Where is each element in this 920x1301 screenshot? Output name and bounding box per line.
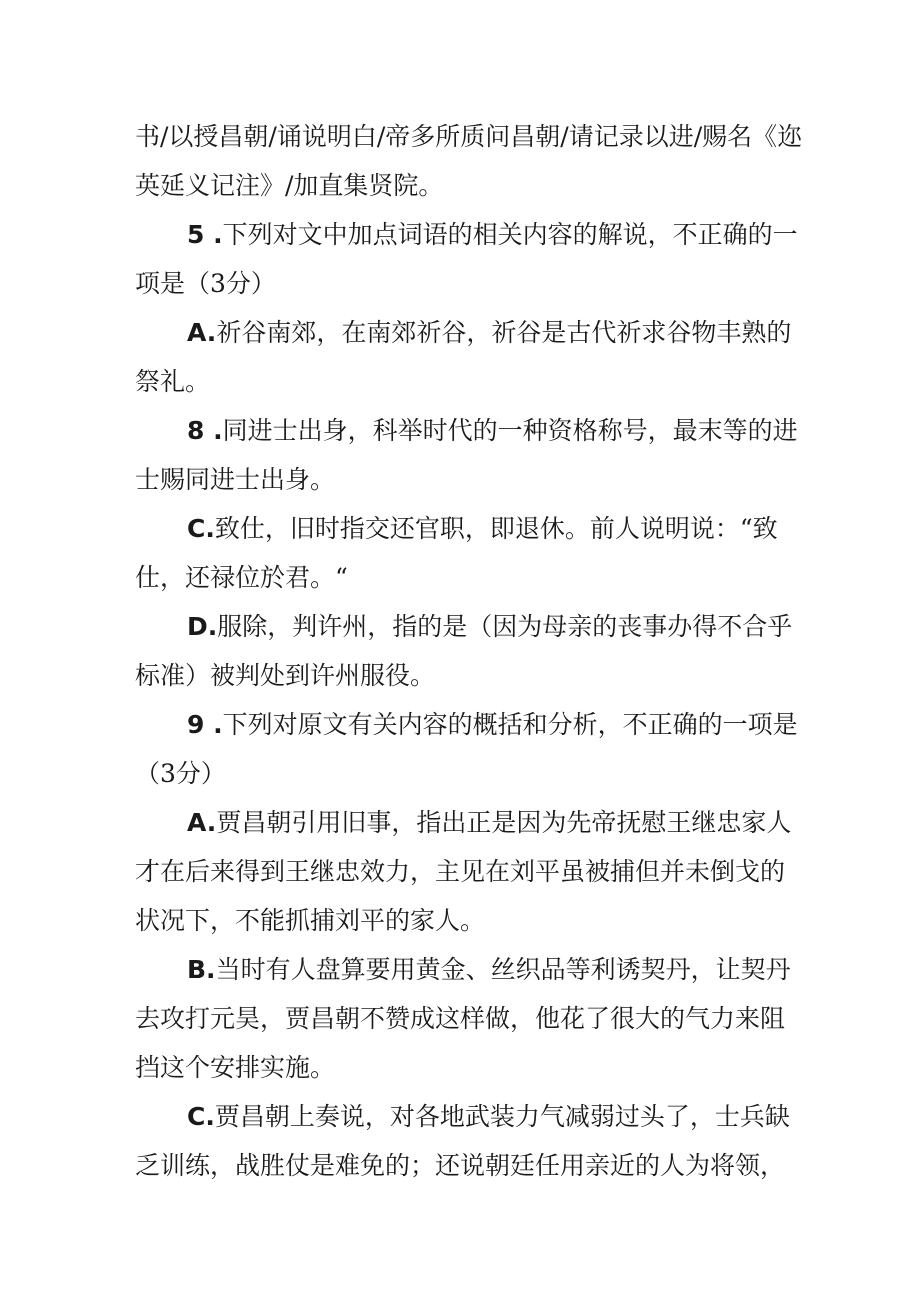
item-marker: 8 . xyxy=(187,416,223,445)
line-text: 去攻打元昊，贾昌朝不赞成这样做，他花了很大的气力来阻 xyxy=(135,1004,786,1033)
line-text: 下列对文中加点词语的相关内容的解说，不正确的一 xyxy=(222,220,798,249)
text-line xyxy=(135,161,795,210)
text-line xyxy=(135,259,795,308)
line-text: 才在后来得到王继忠效力，主见在刘平虽被捕但并未倒戈的 xyxy=(135,857,786,886)
text-line xyxy=(135,602,795,651)
line-text: 英延义记注》/加直集贤院。 xyxy=(135,171,444,200)
line-text: 贾昌朝引用旧事，指出正是因为先帝抚慰王继忠家人 xyxy=(216,808,792,837)
item-marker: B. xyxy=(187,955,216,984)
line-text: 服除，判许州，指的是（因为母亲的丧事办得不合乎 xyxy=(217,612,793,641)
item-marker: C. xyxy=(187,1102,215,1131)
text-line xyxy=(135,455,795,504)
text-line xyxy=(135,651,795,700)
text-line xyxy=(135,553,795,602)
document-page xyxy=(135,112,803,1190)
line-text: 书/以授昌朝/诵说明白/帝多所质问昌朝/请记录以进/赐名《迩 xyxy=(135,122,803,151)
text-line xyxy=(135,1043,795,1092)
text-line xyxy=(135,112,803,161)
line-text: （3分） xyxy=(135,759,226,788)
text-line xyxy=(135,945,795,994)
text-line xyxy=(135,308,795,357)
item-marker: A. xyxy=(187,318,217,347)
text-line xyxy=(135,896,795,945)
line-text: 祈谷南郊，在南郊祈谷，祈谷是古代祈求谷物丰熟的 xyxy=(216,318,792,347)
text-line xyxy=(135,1092,795,1141)
line-text: 项是（3分） xyxy=(135,269,276,298)
line-text: 贾昌朝上奏说，对各地武装力气减弱过头了，士兵缺 xyxy=(214,1102,790,1131)
line-text: 状况下，不能抓捕刘平的家人。 xyxy=(135,906,486,935)
line-text: 当时有人盘算要用黄金、丝织品等利诱契丹，让契丹 xyxy=(215,955,791,984)
line-text: 乏训练，战胜仗是难免的；还说朝廷任用亲近的人为将领， xyxy=(135,1151,786,1180)
document-body xyxy=(135,112,803,1190)
text-line xyxy=(135,406,798,455)
text-line xyxy=(135,994,795,1043)
text-line xyxy=(135,1141,795,1190)
text-line xyxy=(135,504,795,553)
line-text: 标准）被判处到许州服役。 xyxy=(135,661,436,690)
text-line xyxy=(135,847,795,896)
line-text: 仕，还禄位於君。“ xyxy=(135,563,348,592)
text-line xyxy=(135,700,798,749)
line-text: 祭礼。 xyxy=(135,367,211,396)
item-marker: 5 . xyxy=(187,220,223,249)
line-text: 挡这个安排实施。 xyxy=(135,1053,336,1082)
line-text: 下列对原文有关内容的概括和分析，不正确的一项是 xyxy=(222,710,798,739)
text-line xyxy=(135,357,795,406)
text-line xyxy=(135,749,795,798)
item-marker: 9 . xyxy=(187,710,223,739)
line-text: 致仕，旧时指交还官职，即退休。前人说明说：“致 xyxy=(214,514,778,543)
text-line xyxy=(135,798,795,847)
item-marker: D. xyxy=(187,612,218,641)
line-text: 士赐同进士出身。 xyxy=(135,465,336,494)
item-marker: A. xyxy=(187,808,217,837)
item-marker: C. xyxy=(187,514,215,543)
text-line xyxy=(135,210,798,259)
line-text: 同进士出身，科举时代的一种资格称号，最末等的进 xyxy=(222,416,798,445)
